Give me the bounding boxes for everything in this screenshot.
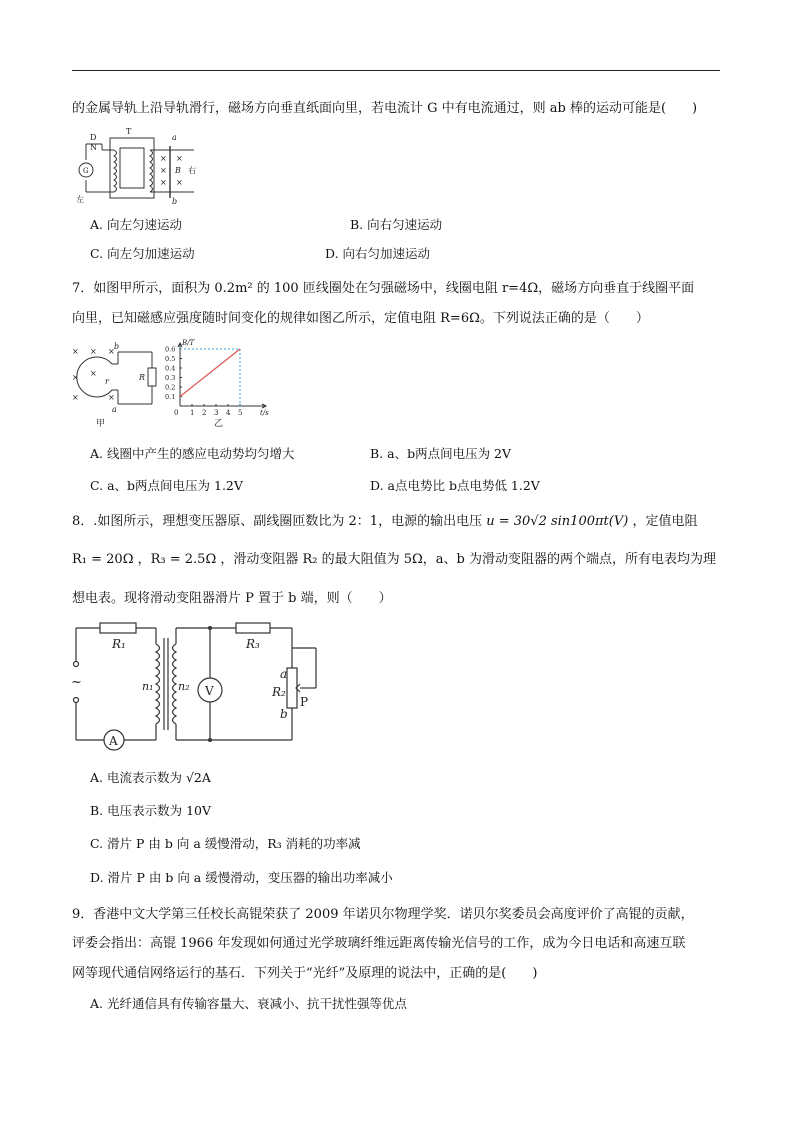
q7-figure-jia: [68, 340, 158, 428]
svg-text:×: ×: [176, 154, 183, 163]
graph-y-tick-label: 0.5: [165, 355, 176, 363]
q8-label-R1: R₁: [112, 637, 126, 651]
q6-fig-label-D: D: [90, 133, 97, 142]
q8-option-a: A. 电流表示数为 √2A: [90, 770, 211, 785]
svg-text:×: ×: [108, 393, 115, 402]
q8-label-b: b: [280, 707, 288, 721]
q7-option-a: A. 线圈中产生的感应电动势均匀增大: [90, 446, 295, 461]
graph-x-tick-label: 1: [190, 409, 195, 417]
q9-line1: 9．香港中文大学第三任校长高锟荣获了 2009 年诺贝尔物理学奖．诺贝尔奖委员会高度评价了高锟的贡献，: [72, 907, 694, 922]
q8-line2: R₁ = 20Ω ，R₃ = 2.5Ω ，滑动变阻器 R₂ 的最大阻值为 5Ω，a、b 为滑动变阻器的两个端点，所有电表均为理: [72, 552, 717, 567]
q6-option-c: C. 向左匀加速运动: [90, 246, 195, 261]
q8-line1-pre: 8．.如图所示，理想变压器原、副线圈匝数比为 2：1，电源的输出电压: [72, 514, 483, 529]
q8-line1-post: ，定值电阻: [632, 514, 698, 529]
q6-fig-label-right: 右: [188, 166, 196, 175]
q8-ammeter-label: A: [109, 734, 118, 748]
q7-line2: 向里，已知磁感应强度随时间变化的规律如图乙所示，定值电阻 R=6Ω。下列说法正确的是（ ）: [72, 311, 649, 326]
q7-jia-label-b: b: [114, 342, 120, 351]
q8-label-n2: n₂: [178, 680, 190, 693]
graph-x-label: t/s: [260, 409, 269, 417]
q6-stem: 的金属导轨上沿导轨滑行，磁场方向垂直纸面向里，若电流计 G 中有电流通过，则 ab 棒的运动可能是( ): [72, 101, 698, 116]
graph-y-tick-label: 0.2: [165, 383, 176, 392]
q6-fig-label-B: B: [175, 166, 181, 175]
q7-graph-caption: 乙: [214, 419, 224, 429]
graph-x-tick-label: 2: [202, 409, 207, 417]
q7-option-d: D. a点电势比 b点电势低 1.2V: [370, 478, 540, 493]
q7-jia-label-a: a: [112, 405, 117, 414]
q6-fig-label-N: N: [90, 143, 97, 152]
graph-y-tick-label: 0.1: [165, 393, 176, 401]
q6-fig-label-b: b: [172, 197, 178, 206]
q6-figure: [70, 126, 200, 204]
graph-y-tick-label: 0.3: [165, 374, 176, 382]
graph-y-label: B/T: [182, 339, 195, 347]
q8-circuit: [70, 618, 330, 753]
q8-formula: u = 30√2 sin100πt(V): [486, 514, 629, 529]
svg-text:×: ×: [72, 393, 79, 402]
svg-text:×: ×: [176, 178, 183, 187]
q6-fig-label-a: a: [172, 133, 177, 142]
q7-option-c: C. a、b两点间电压为 1.2V: [90, 478, 243, 493]
svg-text:×: ×: [90, 369, 97, 378]
svg-text:×: ×: [108, 347, 115, 356]
q7-figure-graph: [164, 340, 274, 430]
q8-label-a: a: [280, 667, 288, 681]
q7-option-b: B. a、b两点间电压为 2V: [370, 446, 512, 461]
q6-fig-label-left: 左: [76, 195, 84, 204]
q9-line3: 网等现代通信网络运行的基石．下列关于“光纤”及原理的说法中，正确的是( ): [72, 966, 538, 981]
q7-jia-caption: 甲: [96, 419, 106, 429]
svg-text:×: ×: [160, 154, 167, 163]
svg-text:×: ×: [160, 166, 167, 175]
q8-option-b: B. 电压表示数为 10V: [90, 803, 212, 818]
q6-fig-label-G: G: [83, 167, 89, 175]
q8-label-R2: R₂: [272, 685, 286, 699]
q8-label-n1: n₁: [142, 680, 154, 693]
q6-option-b: B. 向右匀速运动: [350, 217, 443, 232]
q8-source-label: ~: [71, 675, 82, 690]
svg-text:×: ×: [90, 347, 97, 356]
q6-fig-label-T: T: [126, 127, 132, 136]
svg-text:×: ×: [72, 373, 79, 382]
svg-text:×: ×: [72, 347, 79, 356]
graph-x-tick-label: 4: [226, 409, 231, 417]
svg-text:×: ×: [160, 178, 167, 187]
graph-origin-label: 0: [174, 409, 179, 417]
graph-y-tick-label: 0.6: [165, 345, 176, 354]
q8-label-R3: R₃: [246, 637, 260, 651]
graph-x-tick-label: 3: [214, 409, 219, 417]
q9-option-a: A. 光纤通信具有传输容量大、衰减小、抗干扰性强等优点: [90, 996, 407, 1011]
graph-y-tick-label: 0.4: [165, 364, 176, 373]
q7-line1: 7．如图甲所示，面积为 0.2m² 的 100 匝线圈处在匀强磁场中，线圈电阻 r=4Ω，磁场方向垂直于线圈平面: [72, 281, 695, 296]
q8-voltmeter-label: V: [205, 684, 214, 698]
q8-option-d: D. 滑片 P 由 b 向 a 缓慢滑动，变压器的输出功率减小: [90, 870, 393, 885]
q7-jia-label-R: R: [139, 373, 146, 382]
q8-label-P: P: [300, 695, 309, 709]
graph-data-line: [180, 349, 240, 397]
q6-option-d: D. 向右匀加速运动: [325, 246, 431, 261]
q8-option-c: C. 滑片 P 由 b 向 a 缓慢滑动，R₃ 消耗的功率减: [90, 836, 361, 851]
q6-option-a: A. 向左匀速运动: [90, 217, 182, 232]
q7-jia-label-r: r: [105, 377, 109, 386]
q9-line2: 评委会指出：高锟 1966 年发现如何通过光学玻璃纤维远距离传输光信号的工作，成为今日电话和高速互联: [72, 936, 686, 951]
header-rule: [72, 70, 720, 71]
q8-line3: 想电表。现将滑动变阻器滑片 P 置于 b 端，则（ ）: [72, 591, 392, 606]
graph-x-tick-label: 5: [238, 409, 243, 417]
